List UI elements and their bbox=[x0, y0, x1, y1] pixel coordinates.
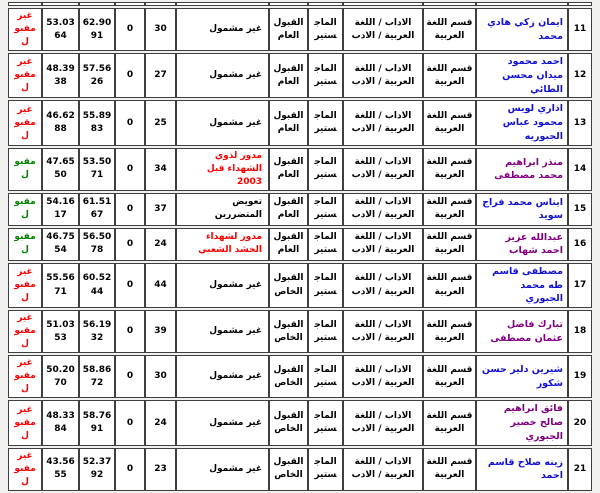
clipped-cell bbox=[79, 2, 115, 6]
count-cell: 44 bbox=[145, 263, 176, 308]
degree-cell: الماجستير bbox=[308, 448, 343, 491]
clipped-cell bbox=[568, 2, 592, 6]
zero-value-cell: 0 bbox=[115, 148, 145, 191]
admission-type-cell: القبول الخاص bbox=[269, 310, 308, 353]
program-cell: الاداب / اللغة العربية / الادب bbox=[343, 310, 423, 353]
department-cell: قسم اللغة العربية bbox=[423, 148, 476, 191]
student-name-link[interactable]: شيرين دلير حسن شكور bbox=[476, 355, 568, 398]
program-cell: الاداب / اللغة العربية / الادب bbox=[343, 148, 423, 191]
count-cell: 24 bbox=[145, 400, 176, 445]
score-right-cell: 61.5167 bbox=[79, 193, 115, 226]
table-row bbox=[8, 228, 592, 261]
score-left-cell: 51.0353 bbox=[42, 310, 79, 353]
program-cell: الاداب / اللغة العربية / الادب bbox=[343, 8, 423, 51]
zero-value-cell: 0 bbox=[115, 263, 145, 308]
status-cell: غير مقبول bbox=[8, 355, 42, 398]
table-row bbox=[8, 53, 592, 98]
admission-channel-cell: غير مشمول bbox=[176, 263, 269, 308]
student-name-link[interactable]: ايناس محمد فراج سويد bbox=[476, 193, 568, 226]
department-cell: قسم اللغة العربية bbox=[423, 448, 476, 491]
row-number-cell: 13 bbox=[568, 100, 592, 145]
degree-cell: الماجستير bbox=[308, 228, 343, 261]
count-cell: 27 bbox=[145, 53, 176, 98]
score-right-cell: 55.8983 bbox=[79, 100, 115, 145]
row-number-cell: 11 bbox=[568, 8, 592, 51]
department-cell: قسم اللغة العربية bbox=[423, 310, 476, 353]
clipped-cell bbox=[8, 2, 42, 6]
clipped-cell bbox=[308, 2, 343, 6]
admission-channel-cell: غير مشمول bbox=[176, 310, 269, 353]
student-name-link[interactable]: اذاري لويس محمود عباس الجبوريه bbox=[476, 100, 568, 145]
status-cell: مقبول bbox=[8, 228, 42, 261]
score-left-cell: 55.5671 bbox=[42, 263, 79, 308]
program-cell: الاداب / اللغة العربية / الادب bbox=[343, 263, 423, 308]
admission-type-cell: القبول الخاص bbox=[269, 355, 308, 398]
clipped-cell bbox=[115, 2, 145, 6]
score-left-cell: 54.1617 bbox=[42, 193, 79, 226]
row-number-cell: 17 bbox=[568, 263, 592, 308]
row-number-cell: 14 bbox=[568, 148, 592, 191]
count-cell: 34 bbox=[145, 148, 176, 191]
admission-type-cell: القبول العام bbox=[269, 148, 308, 191]
status-cell: مقبول bbox=[8, 193, 42, 226]
department-cell: قسم اللغة العربية bbox=[423, 355, 476, 398]
count-cell: 24 bbox=[145, 228, 176, 261]
admission-channel-cell: غير مشمول bbox=[176, 355, 269, 398]
zero-value-cell: 0 bbox=[115, 400, 145, 445]
admission-type-cell: القبول الخاص bbox=[269, 448, 308, 491]
zero-value-cell: 0 bbox=[115, 8, 145, 51]
score-right-cell: 58.8672 bbox=[79, 355, 115, 398]
table-row bbox=[8, 193, 592, 226]
zero-value-cell: 0 bbox=[115, 53, 145, 98]
clipped-cell bbox=[269, 2, 308, 6]
zero-value-cell: 0 bbox=[115, 228, 145, 261]
admission-type-cell: القبول الخاص bbox=[269, 400, 308, 445]
row-number-cell: 16 bbox=[568, 228, 592, 261]
clipped-cell bbox=[145, 2, 176, 6]
table-row bbox=[8, 310, 592, 353]
admission-channel-cell: مدور لشهداء الحشد الشعبي bbox=[176, 228, 269, 261]
count-cell: 25 bbox=[145, 100, 176, 145]
count-cell: 39 bbox=[145, 310, 176, 353]
student-name-link[interactable]: تبارك فاضل عثمان مصطفى bbox=[476, 310, 568, 353]
department-cell: قسم اللغة العربية bbox=[423, 100, 476, 145]
status-cell: غير مقبول bbox=[8, 400, 42, 445]
admission-type-cell: القبول العام bbox=[269, 193, 308, 226]
score-right-cell: 56.1932 bbox=[79, 310, 115, 353]
department-cell: قسم اللغة العربية bbox=[423, 400, 476, 445]
degree-cell: الماجستير bbox=[308, 148, 343, 191]
score-right-cell: 57.5626 bbox=[79, 53, 115, 98]
table-row bbox=[8, 355, 592, 398]
table-row bbox=[8, 400, 592, 445]
score-left-cell: 43.5655 bbox=[42, 448, 79, 491]
score-left-cell: 47.6550 bbox=[42, 148, 79, 191]
admission-results-table bbox=[8, 0, 592, 493]
admission-channel-cell: غير مشمول bbox=[176, 100, 269, 145]
department-cell: قسم اللغة العربية bbox=[423, 263, 476, 308]
student-name-link[interactable]: مصطفى قاسم طه محمد الجبوري bbox=[476, 263, 568, 308]
row-number-cell: 21 bbox=[568, 448, 592, 491]
clipped-cell bbox=[423, 2, 476, 6]
student-name-link[interactable]: منذر ابراهيم محمد مصطفى bbox=[476, 148, 568, 191]
department-cell: قسم اللغة العربية bbox=[423, 53, 476, 98]
admission-channel-cell: غير مشمول bbox=[176, 53, 269, 98]
student-name-link[interactable]: فائق ابراهيم صالح خضير الجبوري bbox=[476, 400, 568, 445]
count-cell: 23 bbox=[145, 448, 176, 491]
score-right-cell: 58.7691 bbox=[79, 400, 115, 445]
zero-value-cell: 0 bbox=[115, 355, 145, 398]
score-left-cell: 48.3384 bbox=[42, 400, 79, 445]
degree-cell: الماجستير bbox=[308, 263, 343, 308]
table-row bbox=[8, 263, 592, 308]
score-left-cell: 46.7554 bbox=[42, 228, 79, 261]
degree-cell: الماجستير bbox=[308, 8, 343, 51]
count-cell: 30 bbox=[145, 355, 176, 398]
program-cell: الاداب / اللغة العربية / الادب bbox=[343, 53, 423, 98]
row-number-cell: 20 bbox=[568, 400, 592, 445]
status-cell: غير مقبول bbox=[8, 310, 42, 353]
degree-cell: الماجستير bbox=[308, 193, 343, 226]
program-cell: الاداب / اللغة العربية / الادب bbox=[343, 400, 423, 445]
department-cell: قسم اللغة العربية bbox=[423, 8, 476, 51]
table-row bbox=[8, 100, 592, 145]
program-cell: الاداب / اللغة العربية / الادب bbox=[343, 355, 423, 398]
admission-channel-cell: غير مشمول bbox=[176, 448, 269, 491]
clipped-cell bbox=[42, 2, 79, 6]
table-row bbox=[8, 8, 592, 51]
degree-cell: الماجستير bbox=[308, 400, 343, 445]
program-cell: الاداب / اللغة العربية / الادب bbox=[343, 100, 423, 145]
admission-channel-cell: تعويض المتضررين bbox=[176, 193, 269, 226]
clipped-cell bbox=[343, 2, 423, 6]
program-cell: الاداب / اللغة العربية / الادب bbox=[343, 193, 423, 226]
degree-cell: الماجستير bbox=[308, 355, 343, 398]
score-right-cell: 62.9091 bbox=[79, 8, 115, 51]
admission-type-cell: القبول العام bbox=[269, 100, 308, 145]
clipped-row-above bbox=[8, 2, 592, 6]
row-number-cell: 19 bbox=[568, 355, 592, 398]
score-left-cell: 53.0364 bbox=[42, 8, 79, 51]
results-table-body bbox=[8, 2, 592, 491]
row-number-cell: 15 bbox=[568, 193, 592, 226]
zero-value-cell: 0 bbox=[115, 100, 145, 145]
status-cell: غير مقبول bbox=[8, 100, 42, 145]
table-row bbox=[8, 148, 592, 191]
count-cell: 37 bbox=[145, 193, 176, 226]
row-number-cell: 18 bbox=[568, 310, 592, 353]
admission-channel-cell: غير مشمول bbox=[176, 8, 269, 51]
score-left-cell: 46.6288 bbox=[42, 100, 79, 145]
program-cell: الاداب / اللغة العربية / الادب bbox=[343, 228, 423, 261]
score-left-cell: 48.3938 bbox=[42, 53, 79, 98]
clipped-cell bbox=[176, 2, 269, 6]
admission-type-cell: القبول العام bbox=[269, 8, 308, 51]
score-right-cell: 60.5244 bbox=[79, 263, 115, 308]
status-cell: غير مقبول bbox=[8, 448, 42, 491]
department-cell: قسم اللغة العربية bbox=[423, 228, 476, 261]
student-name-link[interactable]: احمد محمود ميدان محسن الطائي bbox=[476, 53, 568, 98]
degree-cell: الماجستير bbox=[308, 53, 343, 98]
admission-channel-cell: مدور لذوي الشهداء قبل 2003 bbox=[176, 148, 269, 191]
status-cell: مقبول bbox=[8, 148, 42, 191]
admission-type-cell: القبول الخاص bbox=[269, 263, 308, 308]
zero-value-cell: 0 bbox=[115, 448, 145, 491]
zero-value-cell: 0 bbox=[115, 310, 145, 353]
program-cell: الاداب / اللغة العربية / الادب bbox=[343, 448, 423, 491]
score-right-cell: 52.3792 bbox=[79, 448, 115, 491]
count-cell: 30 bbox=[145, 8, 176, 51]
admission-type-cell: القبول العام bbox=[269, 228, 308, 261]
admission-channel-cell: غير مشمول bbox=[176, 400, 269, 445]
status-cell: غير مقبول bbox=[8, 8, 42, 51]
row-number-cell: 12 bbox=[568, 53, 592, 98]
student-name-link[interactable]: زينه صلاح قاسم احمد bbox=[476, 448, 568, 491]
clipped-cell bbox=[476, 2, 568, 6]
score-right-cell: 53.5071 bbox=[79, 148, 115, 191]
status-cell: غير مقبول bbox=[8, 263, 42, 308]
score-left-cell: 50.2070 bbox=[42, 355, 79, 398]
degree-cell: الماجستير bbox=[308, 310, 343, 353]
admission-type-cell: القبول العام bbox=[269, 53, 308, 98]
student-name-link[interactable]: ايمان زكي هادي محمد bbox=[476, 8, 568, 51]
student-name-link[interactable]: عبدالله عزيز احمد شهاب bbox=[476, 228, 568, 261]
score-right-cell: 56.5078 bbox=[79, 228, 115, 261]
table-row bbox=[8, 448, 592, 491]
status-cell: غير مقبول bbox=[8, 53, 42, 98]
degree-cell: الماجستير bbox=[308, 100, 343, 145]
zero-value-cell: 0 bbox=[115, 193, 145, 226]
department-cell: قسم اللغة العربية bbox=[423, 193, 476, 226]
